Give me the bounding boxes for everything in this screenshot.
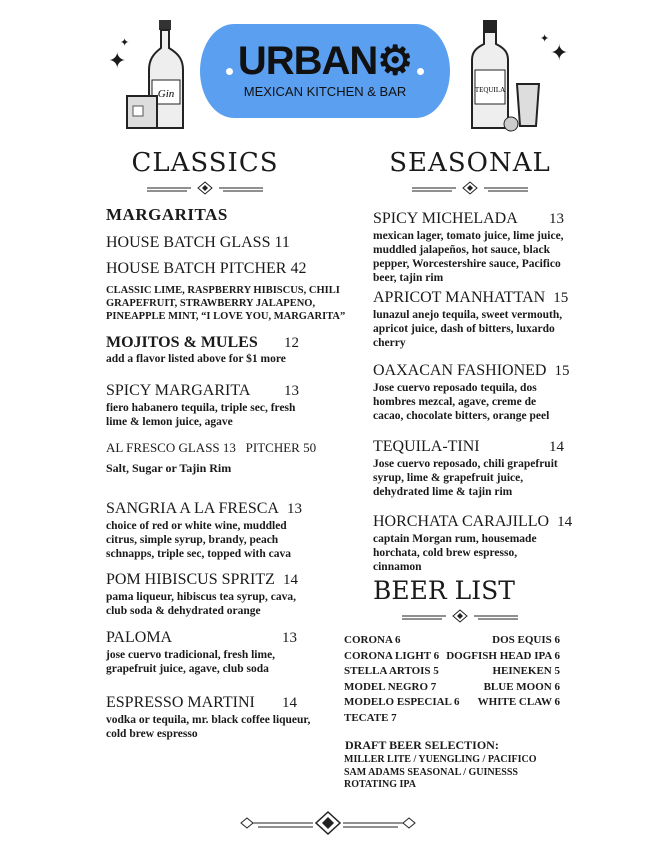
drink-row	[373, 438, 564, 456]
drink-row	[373, 362, 570, 380]
drink-name: TEQUILA-TINI	[373, 438, 480, 455]
draft-title: DRAFT BEER SELECTION:	[345, 738, 499, 752]
ornament-divider	[400, 609, 520, 623]
rim-options: Salt, Sugar or Tajin Rim	[106, 461, 232, 475]
drink-desc: mexican lager, tomato juice, lime juice, muddled jalapeños, hot sauce, black pepper, Worcestershire sauce, Pacifico beer, tajin rim	[373, 230, 564, 284]
drink-desc: Jose cuervo reposado tequila, dos hombres mezcal, agave, creme de cacao, chocolate bitters, orange peel	[373, 382, 550, 422]
spicy-margarita-price: 13	[284, 383, 299, 399]
beer-item: WHITE CLAW 6	[477, 696, 560, 708]
drink-price: 13	[549, 211, 564, 227]
spicy-margarita-row	[106, 382, 299, 400]
drink-name: PALOMA	[106, 629, 173, 646]
drink-price: 14	[282, 695, 297, 711]
beer-item: DOGFISH HEAD IPA 6	[446, 649, 560, 662]
drink-desc: pama liqueur, hibiscus tea syrup, cava, club soda & dehydrated orange	[106, 591, 296, 617]
beer-item: BLUE MOON 6	[483, 680, 560, 693]
mojitos-name: MOJITOS & MULES	[106, 334, 258, 351]
drink-name: POM HIBISCUS SPRITZ	[106, 571, 275, 588]
sparkle-icon: ✦	[540, 33, 550, 45]
drink-desc: jose cuervo tradicional, fresh lime, grapefruit juice, agave, club soda	[106, 649, 276, 675]
drink-row	[106, 571, 297, 589]
mojitos-desc: add a flavor listed above for $1 more	[106, 353, 286, 365]
drink-row	[106, 694, 297, 712]
beer-item: MODELO ESPECIAL 6	[344, 696, 460, 708]
beer-item: DOS EQUIS 6	[492, 634, 560, 646]
drink-row	[373, 289, 569, 307]
tequila-bottle-illustration	[465, 18, 550, 133]
mojitos-row	[106, 334, 299, 352]
drink-desc: choice of red or white wine, muddled citrus, simple syrup, brandy, peach schnapps, triple sec, topped with cava	[106, 520, 291, 560]
drink-name: SANGRIA A LA FRESCA	[106, 500, 279, 517]
beer-item: TECATE 7	[344, 711, 397, 724]
classics-heading: CLASSICS	[131, 148, 279, 178]
draft-item: ROTATING IPA	[344, 779, 416, 790]
beer-item: STELLA ARTOIS 5	[344, 665, 439, 677]
beer-item: MODEL NEGRO 7	[344, 680, 437, 693]
drink-desc: vodka or tequila, mr. black coffee liqueur, cold brew espresso	[106, 714, 311, 740]
drink-price: 15	[553, 290, 569, 306]
drink-price: 14	[282, 572, 298, 588]
seasonal-heading: SEASONAL	[389, 148, 551, 178]
sparkle-icon: ✦	[120, 37, 130, 49]
ornament-divider	[145, 181, 265, 195]
drink-row	[106, 629, 297, 647]
drink-desc: captain Morgan rum, housemade horchata, cold brew espresso, cinnamon	[373, 533, 537, 573]
drink-name: SPICY MICHELADA	[373, 210, 518, 227]
brand-subtitle: MEXICAN KITCHEN & BAR	[243, 84, 407, 99]
drink-desc: Jose cuervo reposado, chili grapefruit syrup, lime & grapefruit juice, dehydrated lime & tajin rim	[373, 458, 558, 498]
mojitos-price: 12	[284, 335, 299, 351]
house-batch-pitcher: HOUSE BATCH PITCHER 42	[106, 260, 307, 277]
beer-item: HEINEKEN 5	[492, 665, 560, 677]
brand-text: URBAN	[237, 39, 378, 83]
draft-list	[344, 754, 537, 792]
drink-price: 14	[549, 439, 564, 455]
drink-price: 13	[282, 630, 297, 646]
margarita-flavors: CLASSIC LIME, RASPBERRY HIBISCUS, CHILI GRAPEFRUIT, STRAWBERRY JALAPENO, PINEAPPLE MINT, “I LOVE YOU, MARGARITA”	[106, 285, 346, 322]
spicy-margarita-desc: fiero habanero tequila, triple sec, fresh lime & lemon juice, agave	[106, 402, 296, 428]
house-batch-glass: HOUSE BATCH GLASS 11	[106, 234, 290, 251]
drink-price: 14	[557, 514, 573, 530]
bottom-ornament	[233, 810, 423, 836]
drink-desc: lunazul anejo tequila, sweet vermouth, apricot juice, dash of bitters, luxardo cherry	[373, 309, 563, 349]
beer-item: CORONA LIGHT 6	[344, 649, 440, 662]
spicy-margarita-name: SPICY MARGARITA	[106, 382, 251, 399]
gear-icon: ⚙	[377, 39, 413, 83]
draft-item: MILLER LITE / YUENGLING / PACIFICO	[344, 754, 537, 765]
brand-name	[200, 38, 450, 84]
beer-list-left	[344, 633, 460, 726]
drink-price: 13	[286, 501, 302, 517]
margaritas-title: MARGARITAS	[106, 205, 228, 224]
drink-name: APRICOT MANHATTAN	[373, 289, 546, 306]
drink-row	[373, 210, 564, 228]
sparkle-icon: ✦	[550, 40, 569, 65]
sparkle-icon: ✦	[108, 48, 127, 73]
drink-name: HORCHATA CARAJILLO	[373, 513, 550, 530]
al-fresco: AL FRESCO GLASS 13 PITCHER 50	[106, 440, 317, 455]
drink-name: ESPRESSO MARTINI	[106, 694, 255, 711]
beer-list-heading: BEER LIST	[373, 576, 515, 605]
gin-bottle-illustration	[125, 18, 195, 133]
drink-price: 15	[554, 363, 570, 379]
drink-row	[106, 500, 302, 518]
classics-column	[106, 205, 346, 323]
drink-name: OAXACAN FASHIONED	[373, 362, 547, 379]
logo	[200, 24, 450, 118]
beer-item: CORONA 6	[344, 634, 401, 646]
tequila-label: TEQUILA	[474, 86, 506, 94]
drink-row	[373, 513, 573, 531]
ornament-divider	[410, 181, 530, 195]
beer-list-right	[446, 633, 560, 711]
draft-item: SAM ADAMS SEASONAL / GUINESSS	[344, 766, 518, 778]
gin-label: Gin	[157, 88, 175, 100]
